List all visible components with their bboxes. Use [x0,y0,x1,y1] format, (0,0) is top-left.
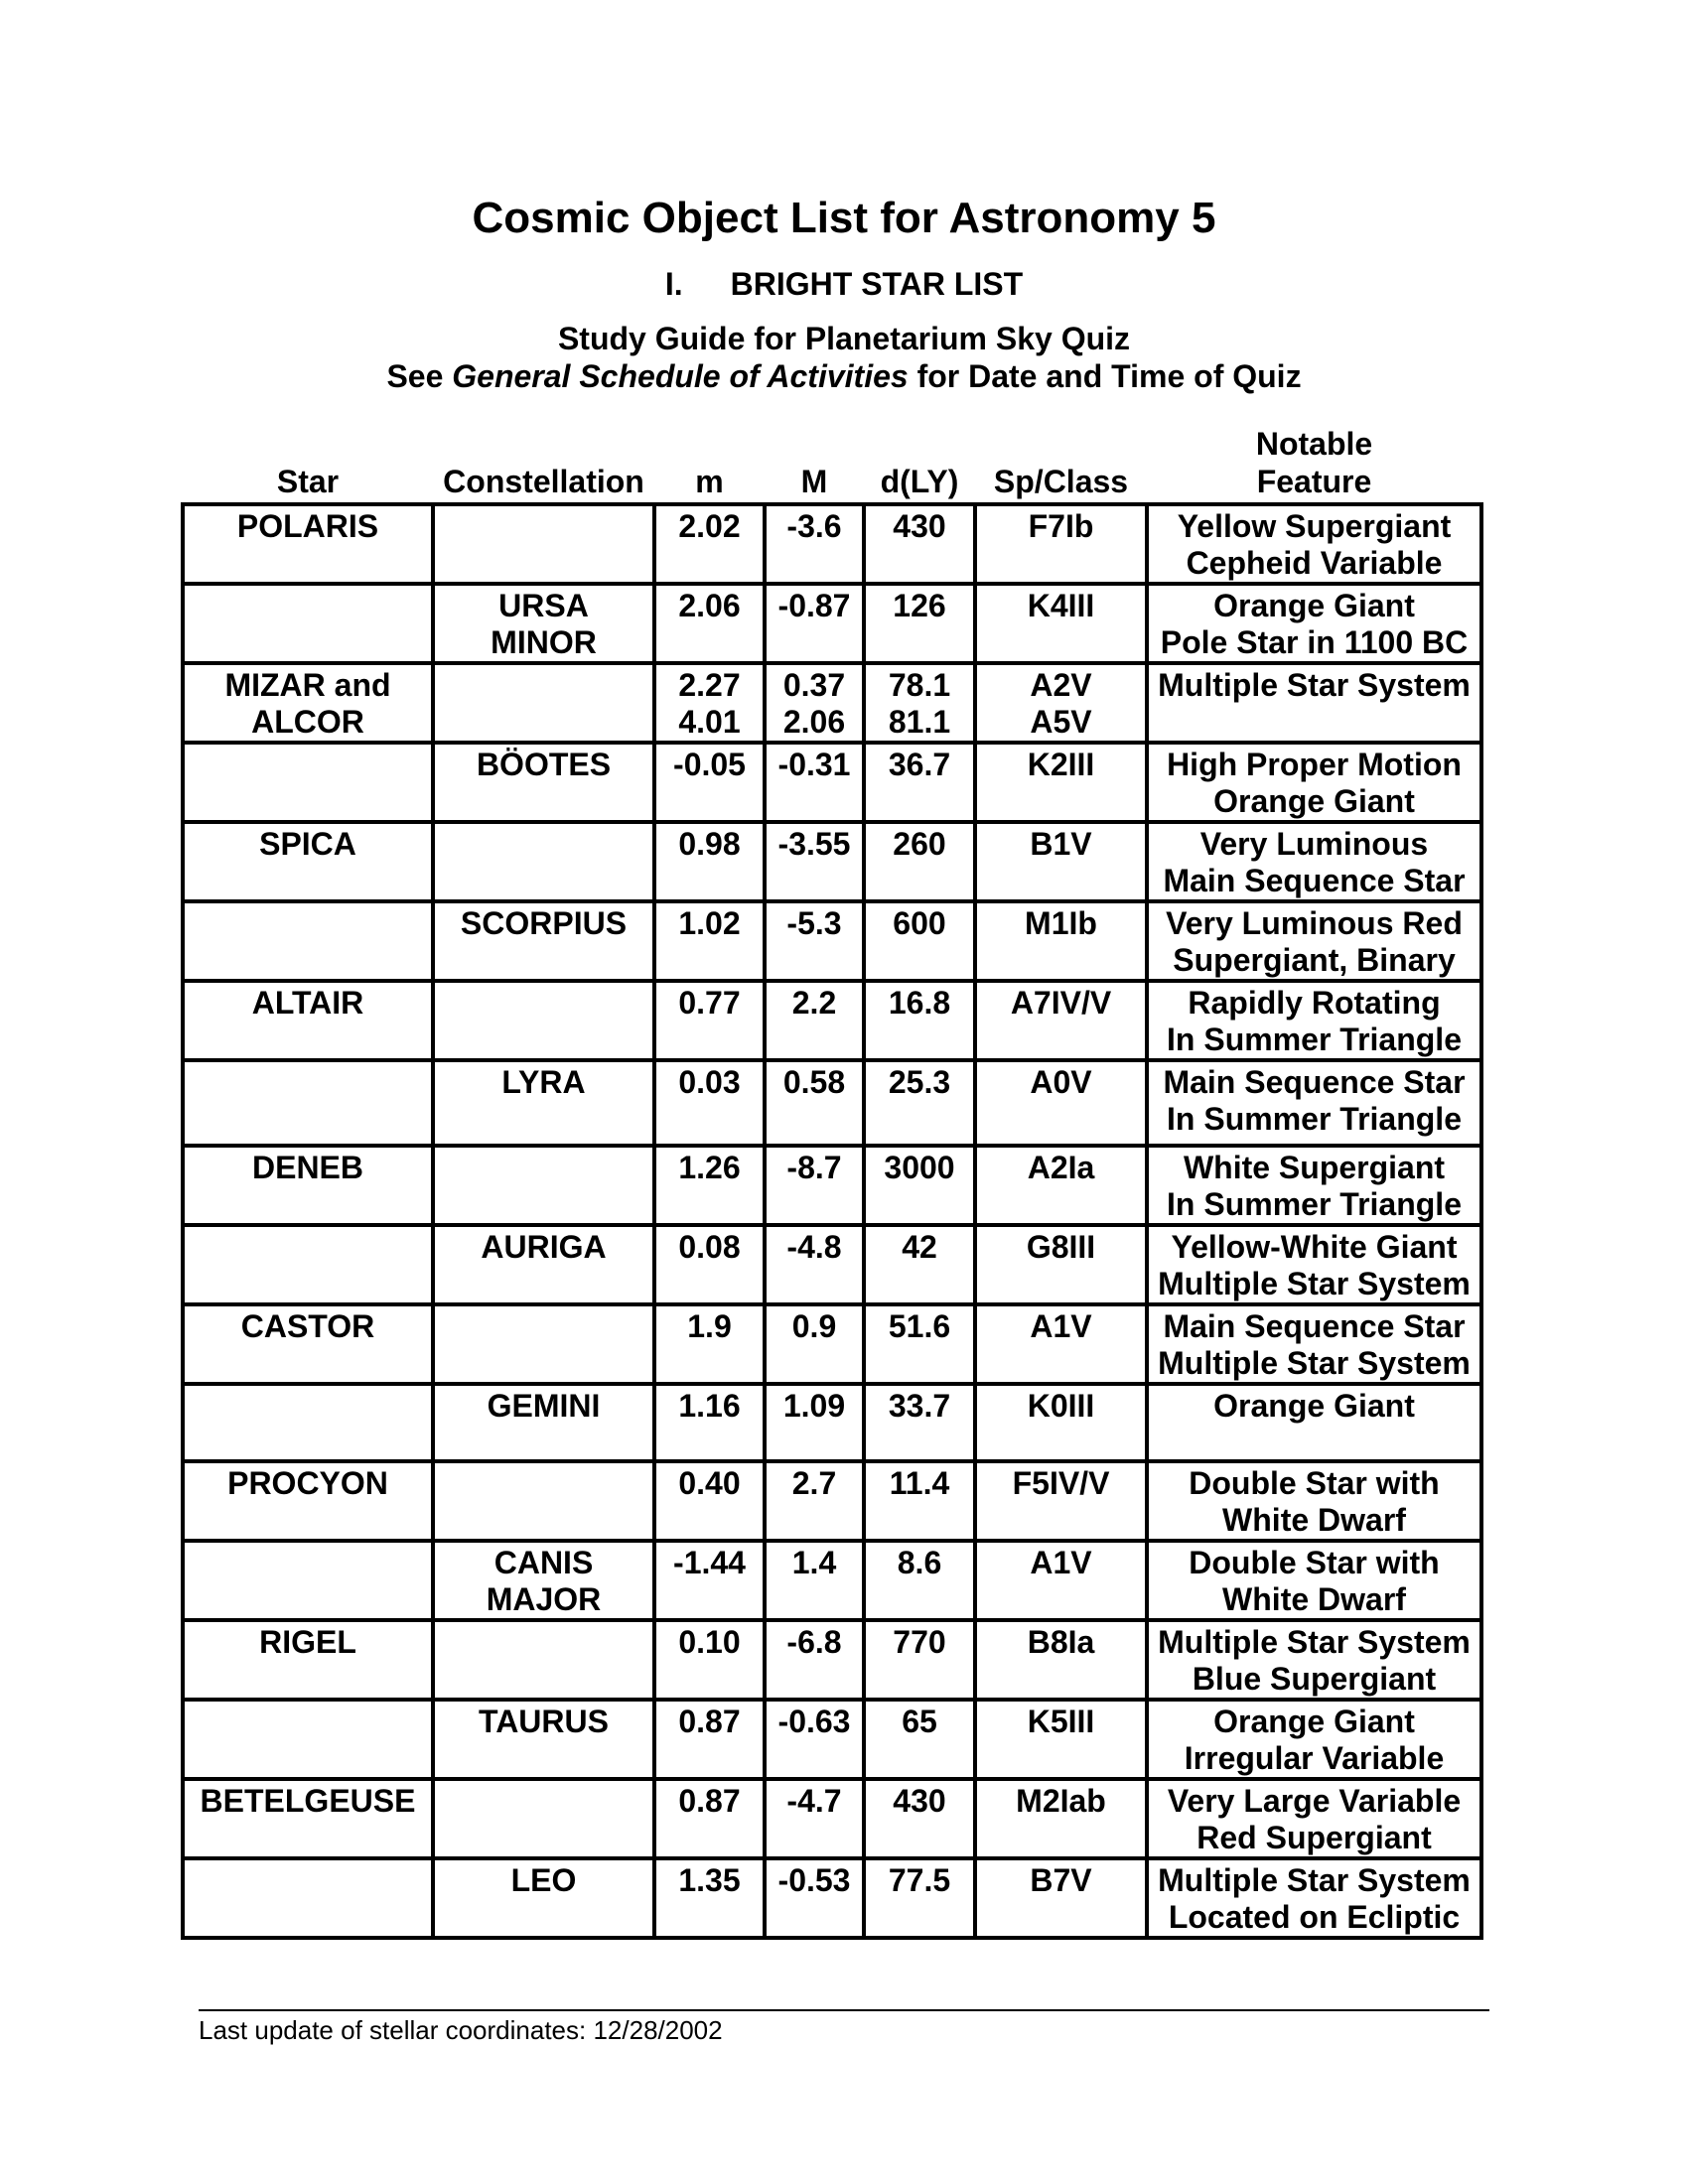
spectral-class-cell-line: A2V [1030,667,1092,703]
spectral-class-cell [975,1858,1147,1938]
table-row [183,1620,1481,1700]
distance-cell-line: 16.8 [888,985,951,1021]
apparent-magnitude-cell [654,1146,765,1225]
table-row [183,743,1481,822]
notable-feature-cell [1147,1541,1481,1620]
distance-cell [864,1225,975,1304]
bright-star-table [181,425,1483,1940]
notable-feature-cell-line: Main Sequence Star [1163,863,1466,898]
header-notable-feature-line1: Notable [1255,426,1373,462]
page-title: Cosmic Object List for Astronomy 5 [472,194,1216,242]
constellation-cell-line: GEMINI [487,1388,601,1424]
spectral-class-cell-line: F7Ib [1028,508,1094,544]
star-name-cell [183,1225,433,1304]
constellation-cell-line: TAURUS [479,1704,609,1739]
absolute-magnitude-cell [765,663,864,743]
notable-feature-cell [1147,743,1481,822]
apparent-magnitude-cell [654,743,765,822]
absolute-magnitude-cell-line: 2.7 [791,1465,837,1501]
distance-cell [864,1384,975,1461]
constellation-cell [433,1060,654,1146]
distance-cell-line: 78.1 [888,667,951,703]
spectral-class-cell [975,822,1147,901]
apparent-magnitude-cell-line: 1.26 [678,1150,741,1185]
apparent-magnitude-cell [654,1461,765,1541]
notable-feature-cell [1147,1225,1481,1304]
notable-feature-cell [1147,1620,1481,1700]
distance-cell [864,1146,975,1225]
table-row [183,901,1481,981]
distance-cell-line: 36.7 [888,747,951,782]
table-row [183,1700,1481,1779]
absolute-magnitude-cell-line: -0.31 [777,747,851,782]
apparent-magnitude-cell [654,1225,765,1304]
absolute-magnitude-cell [765,1384,864,1461]
spectral-class-cell [975,1225,1147,1304]
star-name-cell-line: ALTAIR [251,985,364,1021]
star-name-cell-line: MIZAR and [224,667,391,703]
distance-cell-line: 25.3 [888,1064,951,1100]
spectral-class-cell [975,1461,1147,1541]
constellation-cell [433,981,654,1060]
notable-feature-cell [1147,1146,1481,1225]
absolute-magnitude-cell [765,1461,864,1541]
apparent-magnitude-cell [654,1858,765,1938]
star-name-cell [183,1541,433,1620]
absolute-magnitude-cell [765,1225,864,1304]
notable-feature-cell-line: Located on Ecliptic [1168,1899,1461,1935]
notable-feature-cell-line: Cepheid Variable [1186,545,1443,581]
spectral-class-cell [975,504,1147,584]
constellation-cell-line: LEO [510,1862,577,1898]
absolute-magnitude-cell [765,822,864,901]
notable-feature-cell-line: Orange Giant [1213,1704,1415,1739]
star-name-cell [183,1620,433,1700]
absolute-magnitude-cell-line: -8.7 [786,1150,842,1185]
table-row [183,1779,1481,1858]
spectral-class-cell [975,584,1147,663]
constellation-cell [433,1384,654,1461]
notable-feature-cell [1147,1858,1481,1938]
absolute-magnitude-cell-line: -3.6 [786,508,842,544]
notable-feature-cell [1147,663,1481,743]
constellation-cell-line: AURIGA [481,1229,607,1265]
notable-feature-cell-line: Irregular Variable [1184,1740,1445,1776]
subtitle-study-guide: Study Guide for Planetarium Sky Quiz [557,321,1131,356]
constellation-cell [433,1779,654,1858]
absolute-magnitude-cell [765,1858,864,1938]
absolute-magnitude-cell-line: -5.3 [786,905,842,941]
distance-cell [864,1304,975,1384]
table-row [183,1225,1481,1304]
apparent-magnitude-cell [654,1700,765,1779]
spectral-class-cell-line: K5III [1027,1704,1095,1739]
spectral-class-cell-line: M2Iab [1016,1783,1106,1819]
absolute-magnitude-cell-line: -6.8 [786,1624,842,1660]
apparent-magnitude-cell-line: 1.9 [687,1308,732,1344]
apparent-magnitude-cell [654,663,765,743]
notable-feature-cell-line: Very Luminous [1199,826,1429,862]
spectral-class-cell-line: K2III [1027,747,1095,782]
spectral-class-cell [975,663,1147,743]
absolute-magnitude-cell [765,504,864,584]
notable-feature-cell [1147,504,1481,584]
constellation-cell-line: LYRA [501,1064,586,1100]
apparent-magnitude-cell [654,822,765,901]
notable-feature-cell-line: In Summer Triangle [1167,1101,1462,1137]
subtitle-schedule-suffix: for Date and Time of Quiz [908,358,1302,394]
table-row [183,1304,1481,1384]
section-label: BRIGHT STAR LIST [730,266,1024,302]
distance-cell [864,1779,975,1858]
star-name-cell-line: BETELGEUSE [200,1783,416,1819]
star-name-cell-line: DENEB [251,1150,363,1185]
distance-cell-line: 33.7 [888,1388,951,1424]
notable-feature-cell [1147,981,1481,1060]
apparent-magnitude-cell [654,901,765,981]
distance-cell [864,981,975,1060]
apparent-magnitude-cell-line: 0.40 [678,1465,741,1501]
notable-feature-cell [1147,1304,1481,1384]
notable-feature-cell-line: White Dwarf [1222,1502,1406,1538]
spectral-class-cell-line: A1V [1030,1545,1092,1580]
distance-cell [864,1620,975,1700]
notable-feature-cell-line: Orange Giant [1213,1388,1415,1424]
subtitle-schedule-emphasis: General Schedule of Activities [452,358,909,394]
star-name-cell-line: SPICA [259,826,356,862]
notable-feature-cell-line: White Dwarf [1222,1581,1406,1617]
spectral-class-cell [975,1779,1147,1858]
notable-feature-cell-line: Multiple Star System [1158,667,1471,703]
absolute-magnitude-cell [765,1146,864,1225]
absolute-magnitude-cell-line: -3.55 [777,826,851,862]
constellation-cell [433,1700,654,1779]
notable-feature-cell [1147,822,1481,901]
spectral-class-cell [975,1304,1147,1384]
apparent-magnitude-cell-line: 2.02 [678,508,741,544]
table-row [183,1146,1481,1225]
distance-cell-line: 65 [902,1704,937,1739]
absolute-magnitude-cell-line: 1.4 [791,1545,837,1580]
distance-cell-line: 42 [902,1229,937,1265]
absolute-magnitude-cell-line: 0.37 [782,667,846,703]
notable-feature-cell [1147,1700,1481,1779]
notable-feature-cell [1147,1060,1481,1146]
constellation-cell [433,743,654,822]
star-name-cell [183,1146,433,1225]
table-row [183,1060,1481,1146]
notable-feature-cell-line: Rapidly Rotating [1188,985,1441,1021]
notable-feature-cell-line: Very Luminous Red [1166,905,1463,941]
distance-cell [864,1700,975,1779]
star-name-cell-line: ALCOR [251,704,364,740]
spectral-class-cell [975,1060,1147,1146]
footer-divider [199,2009,1489,2011]
absolute-magnitude-cell [765,584,864,663]
apparent-magnitude-cell-line: 1.02 [678,905,741,941]
apparent-magnitude-cell-line: 1.35 [678,1862,741,1898]
spectral-class-cell-line: M1Ib [1025,905,1097,941]
notable-feature-cell-line: Yellow Supergiant [1177,508,1452,544]
absolute-magnitude-cell [765,1779,864,1858]
star-name-cell [183,743,433,822]
table-header-row [183,425,1481,504]
star-name-cell-line: POLARIS [236,508,379,544]
star-name-cell [183,1779,433,1858]
distance-cell-line: 430 [893,508,946,544]
spectral-class-cell-line: F5IV/V [1012,1465,1110,1501]
star-name-cell [183,1700,433,1779]
constellation-cell [433,822,654,901]
star-name-cell [183,584,433,663]
notable-feature-cell-line: Blue Supergiant [1192,1661,1437,1697]
absolute-magnitude-cell [765,743,864,822]
section-number: I. [664,266,683,302]
absolute-magnitude-cell [765,1620,864,1700]
header-star: Star [276,464,340,499]
absolute-magnitude-cell [765,1700,864,1779]
apparent-magnitude-cell-line: -0.05 [673,747,746,782]
spectral-class-cell-line: B1V [1030,826,1092,862]
notable-feature-cell-line: Double Star with [1189,1545,1440,1580]
notable-feature-cell-line: Yellow-White Giant [1171,1229,1458,1265]
star-name-cell [183,1461,433,1541]
footer-update-note: Last update of stellar coordinates: 12/28/2002 [199,2015,723,2045]
apparent-magnitude-cell-line: 0.77 [678,985,741,1021]
constellation-cell [433,1146,654,1225]
distance-cell-line: 3000 [884,1150,955,1185]
star-name-cell-line: CASTOR [240,1308,375,1344]
absolute-magnitude-cell-line: 1.09 [782,1388,846,1424]
spectral-class-cell [975,1146,1147,1225]
distance-cell-line: 260 [893,826,946,862]
distance-cell-line: 770 [893,1624,946,1660]
apparent-magnitude-cell-line: 2.27 [678,667,741,703]
notable-feature-cell-line: White Supergiant [1183,1150,1446,1185]
header-apparent-magnitude: m [695,464,724,499]
notable-feature-cell-line: Multiple Star System [1158,1266,1471,1301]
spectral-class-cell-line: A1V [1030,1308,1092,1344]
notable-feature-cell-line: High Proper Motion [1167,747,1462,782]
absolute-magnitude-cell-line: 0.9 [791,1308,837,1344]
notable-feature-cell-line: Orange Giant [1213,783,1415,819]
header-spectral-class: Sp/Class [993,464,1129,499]
constellation-cell-line: BÖOTES [476,747,612,782]
absolute-magnitude-cell-line: -0.87 [777,588,851,623]
distance-cell-line: 600 [893,905,946,941]
distance-cell [864,822,975,901]
header-notable-feature-line2: Feature [1256,464,1372,499]
notable-feature-cell-line: Multiple Star System [1158,1624,1471,1660]
table-row [183,1541,1481,1620]
apparent-magnitude-cell [654,1384,765,1461]
table-row [183,1461,1481,1541]
spectral-class-cell-line: G8III [1026,1229,1096,1265]
distance-cell-line: 51.6 [888,1308,951,1344]
distance-cell [864,743,975,822]
absolute-magnitude-cell-line: 2.06 [782,704,846,740]
table-row [183,822,1481,901]
spectral-class-cell [975,981,1147,1060]
absolute-magnitude-cell [765,1541,864,1620]
star-name-cell-line: RIGEL [259,1624,356,1660]
spectral-class-cell-line: K0III [1027,1388,1095,1424]
star-name-cell [183,504,433,584]
notable-feature-cell-line: Main Sequence Star [1163,1308,1466,1344]
spectral-class-cell-line: B8Ia [1027,1624,1095,1660]
constellation-cell-line: SCORPIUS [460,905,628,941]
absolute-magnitude-cell-line: -0.53 [777,1862,851,1898]
absolute-magnitude-cell [765,1304,864,1384]
constellation-cell [433,584,654,663]
table-row [183,1858,1481,1938]
absolute-magnitude-cell-line: -4.7 [786,1783,842,1819]
apparent-magnitude-cell [654,1620,765,1700]
distance-cell-line: 77.5 [888,1862,951,1898]
spectral-class-cell-line: A7IV/V [1010,985,1112,1021]
spectral-class-cell [975,1700,1147,1779]
absolute-magnitude-cell-line: -0.63 [777,1704,851,1739]
notable-feature-cell-line: Orange Giant [1213,588,1415,623]
constellation-cell [433,504,654,584]
star-name-cell [183,822,433,901]
notable-feature-cell [1147,1779,1481,1858]
constellation-cell [433,1461,654,1541]
apparent-magnitude-cell [654,1304,765,1384]
table-row [183,1384,1481,1461]
notable-feature-cell-line: Multiple Star System [1158,1345,1471,1381]
star-name-cell [183,981,433,1060]
notable-feature-cell-line: Very Large Variable [1167,1783,1462,1819]
distance-cell-line: 81.1 [888,704,951,740]
header-distance: d(LY) [880,464,959,499]
table-row [183,981,1481,1060]
distance-cell [864,584,975,663]
absolute-magnitude-cell-line: 0.58 [782,1064,846,1100]
distance-cell [864,901,975,981]
apparent-magnitude-cell-line: 0.87 [678,1783,741,1819]
apparent-magnitude-cell [654,584,765,663]
star-name-cell [183,1060,433,1146]
distance-cell-line: 8.6 [897,1545,942,1580]
spectral-class-cell [975,1384,1147,1461]
apparent-magnitude-cell-line: 0.87 [678,1704,741,1739]
constellation-cell [433,901,654,981]
table-row [183,663,1481,743]
star-name-cell [183,1304,433,1384]
notable-feature-cell [1147,1384,1481,1461]
constellation-cell-line: URSA [498,588,589,623]
notable-feature-cell-line: Supergiant, Binary [1173,942,1456,978]
distance-cell [864,504,975,584]
apparent-magnitude-cell-line: 1.16 [678,1388,741,1424]
subtitle-schedule-prefix: See [386,358,453,394]
spectral-class-cell [975,1620,1147,1700]
notable-feature-cell-line: Pole Star in 1100 BC [1160,624,1469,660]
spectral-class-cell-line: A2Ia [1027,1150,1095,1185]
constellation-cell-line: MINOR [491,624,597,660]
constellation-cell [433,1541,654,1620]
distance-cell-line: 430 [893,1783,946,1819]
table-row [183,504,1481,584]
notable-feature-cell [1147,584,1481,663]
apparent-magnitude-cell-line: 0.98 [678,826,741,862]
star-name-cell [183,1858,433,1938]
spectral-class-cell [975,901,1147,981]
header-absolute-magnitude: M [800,464,828,499]
header-notable-feature [1147,425,1481,504]
notable-feature-cell [1147,901,1481,981]
notable-feature-cell-line: Main Sequence Star [1163,1064,1466,1100]
apparent-magnitude-cell-line: 2.06 [678,588,741,623]
apparent-magnitude-cell-line: -1.44 [673,1545,746,1580]
section-heading [0,266,1688,303]
distance-cell [864,1461,975,1541]
notable-feature-cell-line: In Summer Triangle [1167,1186,1462,1222]
header-constellation: Constellation [443,464,644,499]
table-row [183,584,1481,663]
distance-cell-line: 126 [893,588,946,623]
constellation-cell-line: CANIS [493,1545,594,1580]
constellation-cell [433,1225,654,1304]
apparent-magnitude-cell [654,1779,765,1858]
spectral-class-cell [975,743,1147,822]
spectral-class-cell-line: K4III [1027,588,1095,623]
distance-cell-line: 11.4 [889,1465,950,1501]
apparent-magnitude-cell [654,504,765,584]
constellation-cell-line: MAJOR [486,1581,602,1617]
notable-feature-cell-line: Red Supergiant [1196,1820,1432,1855]
constellation-cell [433,1304,654,1384]
distance-cell [864,1858,975,1938]
absolute-magnitude-cell-line: -4.8 [786,1229,842,1265]
spectral-class-cell-line: A5V [1030,704,1092,740]
star-name-cell-line: PROCYON [227,1465,388,1501]
spectral-class-cell [975,1541,1147,1620]
star-name-cell [183,1384,433,1461]
constellation-cell [433,663,654,743]
notable-feature-cell [1147,1461,1481,1541]
spectral-class-cell-line: A0V [1030,1064,1092,1100]
absolute-magnitude-cell [765,1060,864,1146]
star-name-cell [183,901,433,981]
absolute-magnitude-cell [765,901,864,981]
notable-feature-cell-line: Double Star with [1189,1465,1440,1501]
distance-cell [864,663,975,743]
subtitle-schedule [0,358,1688,395]
apparent-magnitude-cell [654,981,765,1060]
constellation-cell [433,1620,654,1700]
star-name-cell [183,663,433,743]
constellation-cell [433,1858,654,1938]
distance-cell [864,1541,975,1620]
absolute-magnitude-cell-line: 2.2 [791,985,837,1021]
notable-feature-cell-line: Multiple Star System [1158,1862,1471,1898]
apparent-magnitude-cell [654,1060,765,1146]
apparent-magnitude-cell [654,1541,765,1620]
apparent-magnitude-cell-line: 0.08 [678,1229,741,1265]
notable-feature-cell-line: In Summer Triangle [1167,1022,1462,1057]
absolute-magnitude-cell [765,981,864,1060]
apparent-magnitude-cell-line: 0.03 [678,1064,741,1100]
apparent-magnitude-cell-line: 0.10 [678,1624,741,1660]
distance-cell [864,1060,975,1146]
spectral-class-cell-line: B7V [1030,1862,1092,1898]
apparent-magnitude-cell-line: 4.01 [678,704,741,740]
